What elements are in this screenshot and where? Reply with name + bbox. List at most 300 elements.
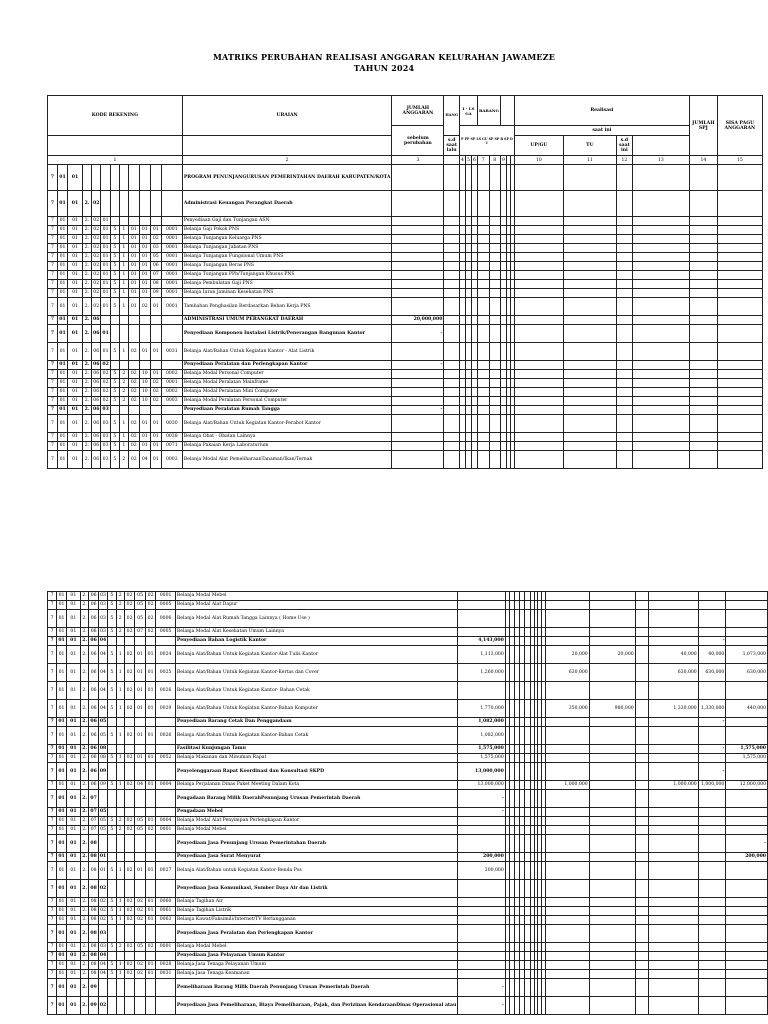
kode-segment: 2. xyxy=(83,388,92,397)
kode-segment: 01 xyxy=(68,226,83,235)
sisa-pagu-cell xyxy=(726,943,768,952)
up-gu-cell xyxy=(563,388,616,397)
kode-sub: 0024 xyxy=(156,646,176,664)
kode-sub: 0001 xyxy=(161,379,182,388)
col-number: 13 xyxy=(632,156,689,165)
uraian-cell: PROGRAM PENUNJANGURUSAN PEMERINTAHAN DAERAH KABUPATEN/KOTA xyxy=(182,165,392,191)
uraian-cell: Belanja Modal Alat Kesehatan Umum Lainnya xyxy=(175,628,457,637)
sisa-pagu-cell xyxy=(726,628,768,637)
kode-segment: 09 xyxy=(98,781,107,790)
kode-segment: 1 xyxy=(119,226,128,235)
kode-segment: 06 xyxy=(89,781,98,790)
kode-sub xyxy=(156,925,176,943)
kode-segment: 7 xyxy=(48,763,57,781)
flag-cell xyxy=(489,325,500,343)
kode-segment: 1 xyxy=(116,916,124,925)
flag-cell xyxy=(489,361,500,370)
kode-segment: 02 xyxy=(92,191,101,217)
sd-saat-ini-cell xyxy=(648,880,698,898)
kode-sub xyxy=(161,165,182,191)
jumlah-anggaran-cell xyxy=(392,442,444,451)
kode-segment xyxy=(119,325,128,343)
kode-segment: 7 xyxy=(48,808,57,817)
flag-cell xyxy=(489,316,500,325)
kode-segment: 02 xyxy=(92,298,101,316)
kode-sub: 0063 xyxy=(156,916,176,925)
kode-sub xyxy=(161,406,182,415)
kode-segment: 7 xyxy=(48,835,57,853)
kode-segment: 02 xyxy=(92,235,101,244)
sd-saat-ini-cell xyxy=(648,916,698,925)
kode-segment: 2. xyxy=(80,592,89,601)
table-row xyxy=(48,388,763,397)
kode-segment: 2. xyxy=(83,253,92,262)
up-gu-cell xyxy=(563,298,616,316)
flag-cell xyxy=(477,235,489,244)
kode-segment: 2. xyxy=(83,361,92,370)
kode-segment: 2. xyxy=(80,601,89,610)
tu-cell xyxy=(616,361,632,370)
kode-sub xyxy=(156,853,176,862)
jumlah-anggaran-cell: 1,575,000 xyxy=(458,745,505,754)
kode-segment: 7 xyxy=(48,406,58,415)
table-row xyxy=(48,997,768,1015)
jumlah-spj-cell xyxy=(698,952,726,961)
up-gu-cell xyxy=(589,664,635,682)
kode-segment: 2. xyxy=(83,325,92,343)
table-row xyxy=(48,808,768,817)
kode-segment: 01 xyxy=(66,601,80,610)
sd-saat-lalu-cell xyxy=(514,262,563,271)
jumlah-anggaran-cell xyxy=(392,289,444,298)
up-gu-cell: 20,000 xyxy=(589,646,635,664)
kode-segment: 08 xyxy=(89,961,98,970)
kode-segment: 01 xyxy=(101,217,110,226)
sisa-pagu-cell xyxy=(717,280,762,289)
jumlah-spj-cell xyxy=(689,388,717,397)
tu-cell xyxy=(616,191,632,217)
kode-segment: 01 xyxy=(145,817,156,826)
sd-saat-ini-cell xyxy=(632,253,689,262)
sisa-pagu-cell xyxy=(726,718,768,727)
table-row xyxy=(48,952,768,961)
kode-segment: 01 xyxy=(145,727,156,745)
sisa-pagu-cell xyxy=(717,415,762,433)
tu-cell xyxy=(635,718,648,727)
kode-segment: 01 xyxy=(66,961,80,970)
jumlah-anggaran-cell: 1,770,000 xyxy=(458,700,505,718)
table-row xyxy=(48,781,768,790)
jumlah-anggaran-cell: 13,000,000 xyxy=(458,763,505,781)
kode-segment: 05 xyxy=(135,943,146,952)
table-row xyxy=(48,628,768,637)
up-gu-cell xyxy=(589,754,635,763)
kode-sub: 0001 xyxy=(161,262,182,271)
kode-segment: 08 xyxy=(89,943,98,952)
table-row xyxy=(48,442,763,451)
kode-segment xyxy=(116,925,124,943)
kode-segment: 01 xyxy=(57,601,67,610)
jumlah-anggaran-cell: 200,000 xyxy=(458,862,505,880)
kode-segment: 1 xyxy=(119,262,128,271)
jumlah-anggaran-cell xyxy=(392,253,444,262)
kode-segment: 03 xyxy=(98,925,107,943)
kode-segment: 01 xyxy=(145,664,156,682)
kode-segment: 01 xyxy=(57,817,67,826)
table-row xyxy=(48,397,763,406)
sisa-pagu-cell xyxy=(717,298,762,316)
jumlah-spj-cell xyxy=(698,592,726,601)
sisa-pagu-cell xyxy=(717,316,762,325)
kode-segment: 1 xyxy=(119,433,128,442)
kode-segment xyxy=(135,835,146,853)
kode-segment xyxy=(124,979,135,997)
kode-sub: 0001 xyxy=(161,253,182,262)
kode-segment: 01 xyxy=(66,682,80,700)
kode-segment: 02 xyxy=(124,916,135,925)
kode-segment: 01 xyxy=(128,262,139,271)
jumlah-spj-cell xyxy=(689,442,717,451)
kode-segment: 02 xyxy=(101,388,110,397)
flag-cell xyxy=(489,244,500,253)
flag-cell xyxy=(444,370,460,379)
kode-segment: 01 xyxy=(101,262,110,271)
jumlah-spj-cell: - xyxy=(698,763,726,781)
kode-segment: 2. xyxy=(80,826,89,835)
jumlah-anggaran-cell xyxy=(458,961,505,970)
kode-segment xyxy=(119,165,128,191)
kode-segment xyxy=(116,952,124,961)
kode-segment: 06 xyxy=(89,718,98,727)
kode-segment: 01 xyxy=(58,388,68,397)
sd-saat-lalu-cell xyxy=(514,406,563,415)
jumlah-spj-cell xyxy=(698,601,726,610)
kode-segment: 02 xyxy=(139,298,150,316)
kode-segment: 01 xyxy=(57,790,67,808)
kode-segment: 5 xyxy=(110,343,119,361)
kode-segment: 02 xyxy=(128,343,139,361)
kode-segment: 5 xyxy=(108,817,116,826)
kode-segment: 2. xyxy=(80,835,89,853)
kode-segment: 02 xyxy=(145,628,156,637)
kode-segment: 02 xyxy=(135,961,146,970)
kode-segment: 06 xyxy=(92,406,101,415)
tu-cell xyxy=(616,253,632,262)
sisa-pagu-cell xyxy=(717,271,762,280)
uraian-cell: Penyediaan Jasa Komunikasi, Sumber Daya Air dan Listrik xyxy=(175,880,457,898)
kode-segment: 5 xyxy=(110,379,119,388)
uraian-cell: Belanja Kawat/Faksimili/Internet/TV Berlangganan xyxy=(175,916,457,925)
kode-segment xyxy=(135,763,146,781)
kode-segment: 02 xyxy=(124,646,135,664)
kode-segment: 01 xyxy=(57,610,67,628)
kode-segment: 01 xyxy=(101,289,110,298)
flag-cell xyxy=(489,165,500,191)
kode-segment: 01 xyxy=(139,280,150,289)
sisa-pagu-cell xyxy=(726,790,768,808)
kode-segment: 02 xyxy=(128,451,139,469)
kode-segment xyxy=(135,790,146,808)
up-gu-cell xyxy=(589,745,635,754)
kode-segment: 01 xyxy=(57,943,67,952)
kode-segment xyxy=(108,745,116,754)
kode-segment: 01 xyxy=(66,925,80,943)
kode-segment: 01 xyxy=(145,646,156,664)
sd-saat-ini-cell xyxy=(632,379,689,388)
kode-segment: 5 xyxy=(110,415,119,433)
up-gu-cell xyxy=(563,280,616,289)
kode-segment: 02 xyxy=(135,898,146,907)
kode-segment: 01 xyxy=(135,664,146,682)
table-row xyxy=(48,718,768,727)
sd-saat-ini-cell xyxy=(648,997,698,1015)
kode-segment: 01 xyxy=(58,397,68,406)
jumlah-spj-cell xyxy=(698,943,726,952)
kode-segment: 7 xyxy=(48,790,57,808)
jumlah-anggaran-cell xyxy=(392,217,444,226)
tu-cell xyxy=(635,835,648,853)
kode-segment: 2. xyxy=(80,817,89,826)
kode-segment: 02 xyxy=(101,379,110,388)
kode-segment: 5 xyxy=(110,370,119,379)
kode-segment: 7 xyxy=(48,325,58,343)
uraian-cell: Belanja Modal Alat Penyimpan Perlengkapan Kantor xyxy=(175,817,457,826)
sd-saat-ini-cell xyxy=(632,388,689,397)
sd-saat-ini-cell xyxy=(648,727,698,745)
flag-cell xyxy=(489,442,500,451)
sd-saat-lalu-cell xyxy=(545,979,589,997)
kode-segment: 01 xyxy=(57,754,67,763)
kode-sub: 0005 xyxy=(156,601,176,610)
kode-segment: 01 xyxy=(68,451,83,469)
kode-sub: 0001 xyxy=(161,280,182,289)
kode-segment: 06 xyxy=(92,325,101,343)
header-up-gu: UP/GU xyxy=(514,136,563,156)
header-kode-rekening: KODE REKENING xyxy=(48,96,183,136)
kode-segment: 03 xyxy=(98,601,107,610)
jumlah-spj-cell xyxy=(689,280,717,289)
sd-saat-ini-cell xyxy=(632,289,689,298)
sd-saat-ini-cell: 1,000,000 xyxy=(648,781,698,790)
jumlah-spj-cell xyxy=(698,682,726,700)
kode-segment: 2 xyxy=(116,601,124,610)
kode-segment: 07 xyxy=(135,628,146,637)
table-row xyxy=(48,853,768,862)
kode-segment xyxy=(150,165,161,191)
header-jumlah-spj: JUMLAH SPJ xyxy=(689,96,717,156)
kode-segment: 02 xyxy=(124,898,135,907)
flag-cell xyxy=(444,397,460,406)
kode-segment: 01 xyxy=(66,700,80,718)
kode-segment: 04 xyxy=(98,700,107,718)
kode-segment: 2. xyxy=(80,970,89,979)
kode-segment xyxy=(98,979,107,997)
flag-cell xyxy=(489,343,500,361)
flag-cell xyxy=(477,262,489,271)
kode-segment: 06 xyxy=(92,433,101,442)
sd-saat-lalu-cell xyxy=(545,961,589,970)
sisa-pagu-cell xyxy=(726,970,768,979)
uraian-cell: Belanja Jasa Tenaga Keamanan xyxy=(175,970,457,979)
sd-saat-ini-cell xyxy=(632,298,689,316)
up-gu-cell xyxy=(589,835,635,853)
table-row xyxy=(48,898,768,907)
kode-sub: 0029 xyxy=(156,700,176,718)
kode-segment: 02 xyxy=(92,253,101,262)
jumlah-spj-cell xyxy=(689,191,717,217)
kode-segment: 01 xyxy=(68,165,83,191)
kode-segment: 2. xyxy=(80,943,89,952)
kode-sub xyxy=(161,325,182,343)
kode-segment: 7 xyxy=(48,271,58,280)
col-number: 10 xyxy=(514,156,563,165)
sd-saat-lalu-cell xyxy=(514,298,563,316)
kode-segment xyxy=(108,880,116,898)
sd-saat-lalu-cell xyxy=(514,280,563,289)
kode-sub xyxy=(156,880,176,898)
kode-segment: 04 xyxy=(98,664,107,682)
kode-segment xyxy=(135,925,146,943)
kode-segment: 02 xyxy=(124,907,135,916)
kode-segment: 01 xyxy=(57,745,67,754)
kode-segment xyxy=(135,952,146,961)
kode-segment: 02 xyxy=(124,664,135,682)
uraian-cell: Belanja Pembulatan Gaji PNS xyxy=(182,280,392,289)
kode-segment: 01 xyxy=(57,925,67,943)
kode-segment: 7 xyxy=(48,907,57,916)
kode-segment: 01 xyxy=(58,370,68,379)
kode-segment xyxy=(83,165,92,191)
kode-segment: 01 xyxy=(68,343,83,361)
jumlah-anggaran-cell xyxy=(458,601,505,610)
kode-segment: 5 xyxy=(108,916,116,925)
up-gu-cell xyxy=(589,610,635,628)
kode-segment: 01 xyxy=(139,226,150,235)
col-number: 3 xyxy=(392,156,444,165)
table-row xyxy=(48,826,768,835)
kode-segment: 06 xyxy=(92,361,101,370)
kode-segment: 2. xyxy=(80,781,89,790)
jumlah-anggaran-cell: 20,000,000 xyxy=(392,316,444,325)
kode-segment: 2. xyxy=(83,442,92,451)
kode-segment: 02 xyxy=(135,970,146,979)
kode-sub: 0002 xyxy=(161,388,182,397)
kode-segment: 05 xyxy=(98,808,107,817)
sisa-pagu-cell xyxy=(726,763,768,781)
header-uraian-sub xyxy=(182,136,392,156)
kode-segment: 01 xyxy=(66,592,80,601)
kode-segment: 7 xyxy=(48,898,57,907)
sd-saat-ini-cell xyxy=(632,316,689,325)
kode-segment: 04 xyxy=(98,970,107,979)
kode-sub: 0001 xyxy=(161,235,182,244)
header-sub-code: PP xyxy=(464,136,470,141)
kode-segment: 1 xyxy=(116,664,124,682)
kode-segment xyxy=(150,325,161,343)
sd-saat-ini-cell xyxy=(632,262,689,271)
table-row xyxy=(48,217,763,226)
uraian-cell: Belanja Alat/Bahan Untuk Kegiatan Kantor-Perabot Kantor xyxy=(182,415,392,433)
kode-segment: 2. xyxy=(80,997,89,1015)
up-gu-cell xyxy=(589,907,635,916)
kode-segment: 02 xyxy=(101,361,110,370)
kode-segment: 02 xyxy=(98,880,107,898)
jumlah-spj-cell xyxy=(698,997,726,1015)
kode-segment: 7 xyxy=(48,361,58,370)
sd-saat-lalu-cell xyxy=(545,907,589,916)
jumlah-spj-cell xyxy=(698,817,726,826)
jumlah-spj-cell xyxy=(698,610,726,628)
kode-sub: 0001 xyxy=(156,943,176,952)
flag-cell xyxy=(444,451,460,469)
kode-segment: 5 xyxy=(110,253,119,262)
kode-segment: 2. xyxy=(83,244,92,253)
kode-segment: 03 xyxy=(98,592,107,601)
kode-segment xyxy=(145,745,156,754)
jumlah-anggaran-cell: 13,000,000 xyxy=(458,781,505,790)
tu-cell xyxy=(635,907,648,916)
flag-cell xyxy=(489,262,500,271)
kode-segment: 7 xyxy=(48,916,57,925)
kode-segment xyxy=(116,997,124,1015)
kode-sub: 0060 xyxy=(156,898,176,907)
kode-segment xyxy=(128,406,139,415)
jumlah-spj-cell xyxy=(689,253,717,262)
kode-segment: 01 xyxy=(66,727,80,745)
tu-cell xyxy=(635,979,648,997)
tu-cell xyxy=(635,952,648,961)
sisa-pagu-cell xyxy=(717,442,762,451)
uraian-cell: Penyediaan Gaji dan Tunjangan ASN xyxy=(182,217,392,226)
matrix-table-page-1 xyxy=(47,95,763,469)
sd-saat-lalu-cell xyxy=(514,451,563,469)
jumlah-spj-cell xyxy=(698,862,726,880)
kode-segment xyxy=(119,191,128,217)
jumlah-spj-cell xyxy=(698,826,726,835)
title-line-2: TAHUN 2024 xyxy=(353,63,415,73)
up-gu-cell xyxy=(589,961,635,970)
kode-segment: 01 xyxy=(66,718,80,727)
kode-segment: 05 xyxy=(98,727,107,745)
jumlah-spj-cell xyxy=(689,451,717,469)
kode-segment xyxy=(124,997,135,1015)
kode-segment: 01 xyxy=(58,226,68,235)
up-gu-cell xyxy=(589,898,635,907)
kode-segment: 7 xyxy=(48,289,58,298)
header-sub-code: P xyxy=(461,136,464,141)
up-gu-cell xyxy=(589,997,635,1015)
kode-segment xyxy=(124,763,135,781)
table-row xyxy=(48,343,763,361)
kode-segment: 5 xyxy=(110,226,119,235)
kode-segment: 01 xyxy=(128,253,139,262)
kode-segment: 01 xyxy=(58,244,68,253)
kode-segment: 2 xyxy=(116,817,124,826)
tu-cell xyxy=(616,433,632,442)
table-row xyxy=(48,745,768,754)
sd-saat-lalu-cell xyxy=(545,826,589,835)
sd-saat-lalu-cell xyxy=(514,235,563,244)
kode-segment xyxy=(108,952,116,961)
flag-cell xyxy=(477,406,489,415)
kode-segment: 09 xyxy=(98,763,107,781)
kode-segment xyxy=(139,316,150,325)
kode-segment xyxy=(139,406,150,415)
kode-sub xyxy=(156,790,176,808)
kode-segment: 7 xyxy=(48,700,57,718)
jumlah-spj-cell xyxy=(689,217,717,226)
kode-segment xyxy=(135,637,146,646)
